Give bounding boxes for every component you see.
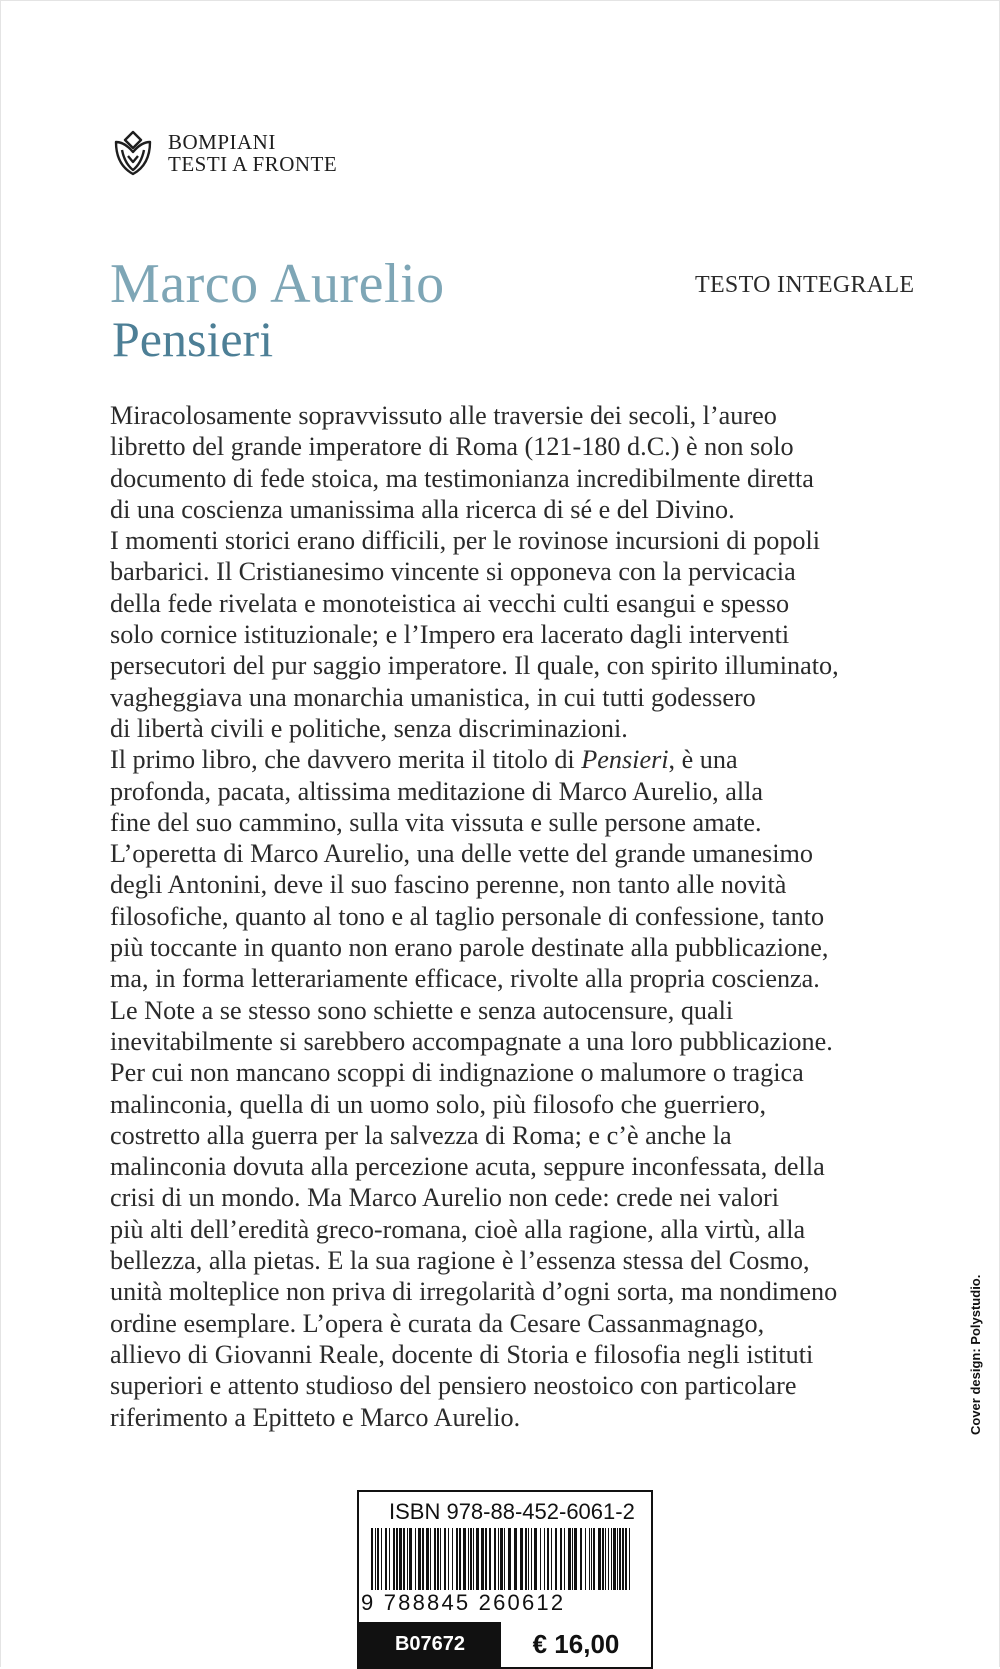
barcode-bar xyxy=(485,1528,487,1590)
barcode-bar xyxy=(463,1528,466,1590)
book-author: Marco Aurelio xyxy=(110,253,445,315)
barcode-bar xyxy=(426,1528,429,1590)
blurb-line: filosofiche, quanto al tono e al taglio personale di confessione, tanto xyxy=(110,901,825,931)
barcode-bar xyxy=(393,1528,395,1590)
bompiani-rose-logo-icon xyxy=(108,128,158,178)
barcode-bar xyxy=(403,1528,405,1590)
barcode-bar xyxy=(473,1528,474,1590)
book-title: Pensieri xyxy=(112,311,274,367)
barcode-bar xyxy=(572,1528,573,1590)
blurb-line: di una coscienza umanissima alla ricerca di sé e del Divino. xyxy=(110,494,735,524)
barcode-bar xyxy=(409,1528,412,1590)
barcode-bar xyxy=(568,1528,571,1590)
blurb-line: libretto del grande imperatore di Roma (121-180 d.C.) è non solo xyxy=(110,432,794,462)
barcode-bar xyxy=(574,1528,577,1590)
barcode-bar xyxy=(591,1528,592,1590)
blurb-line: malinconia, quella di un uomo solo, più filosofo che guerriero, xyxy=(110,1089,766,1119)
barcode-bar xyxy=(544,1528,545,1590)
barcode-bar xyxy=(407,1528,408,1590)
barcode-bar xyxy=(371,1528,373,1590)
barcode-bar xyxy=(611,1528,612,1590)
barcode-bar xyxy=(619,1528,621,1590)
blurb-line: vagheggiava una monarchia umanistica, in cui tutti godessero xyxy=(110,682,756,712)
blurb-line: I momenti storici erano difficili, per le rovinose incursioni di popoli xyxy=(110,526,821,556)
barcode-bar xyxy=(598,1528,601,1590)
barcode-bar xyxy=(625,1528,627,1590)
barcode-bar xyxy=(456,1528,458,1590)
barcode-bar xyxy=(498,1528,499,1590)
barcode-bar xyxy=(613,1528,616,1590)
blurb-line: documento di fede stoica, ma testimonianza incredibilmente diretta xyxy=(110,463,814,493)
barcode-bar xyxy=(396,1528,398,1590)
barcode-bar xyxy=(504,1528,505,1590)
barcode-bars xyxy=(371,1528,639,1590)
blurb-line: L’operetta di Marco Aurelio, una delle vette del grande umanesimo xyxy=(110,839,813,869)
blurb-line: più toccante in quanto non erano parole destinate alla pubblicazione, xyxy=(110,933,829,963)
barcode-bar xyxy=(430,1528,431,1590)
barcode-bar xyxy=(580,1528,582,1590)
barcode-bar xyxy=(377,1528,379,1590)
barcode-bar xyxy=(531,1528,532,1590)
barcode-bar xyxy=(622,1528,624,1590)
barcode-bar xyxy=(500,1528,503,1590)
barcode-panel xyxy=(357,1490,653,1669)
barcode-bar xyxy=(525,1528,527,1590)
barcode-bar xyxy=(585,1528,586,1590)
barcode-bar xyxy=(415,1528,416,1590)
publisher-logo xyxy=(108,128,337,178)
blurb-line: profonda, pacata, altissima meditazione di Marco Aurelio, alla xyxy=(110,776,763,806)
barcode-bar xyxy=(589,1528,590,1590)
barcode-bar xyxy=(508,1528,511,1590)
publisher-series: TESTI A FRONTE xyxy=(168,152,338,176)
blurb-line: superiori e attento studioso del pensiero neostoico con particolare xyxy=(110,1371,797,1401)
barcode-bar xyxy=(418,1528,421,1590)
barcode-bar xyxy=(534,1528,537,1590)
blurb-line: malinconia dovuta alla percezione acuta, seppure inconfessata, della xyxy=(110,1152,825,1182)
barcode-bar xyxy=(459,1528,461,1590)
barcode-bar xyxy=(593,1528,595,1590)
barcode-bar xyxy=(489,1528,491,1590)
barcode-bar xyxy=(617,1528,618,1590)
product-code: B07672 xyxy=(359,1622,501,1667)
barcode-bar xyxy=(381,1528,382,1590)
blurb-line: di libertà civili e politiche, senza discriminazioni. xyxy=(110,713,628,743)
barcode-bar xyxy=(520,1528,523,1590)
blurb-line: ma, in forma letterariamente efficace, rivolte alla propria coscienza. xyxy=(110,964,820,994)
blurb-line: fine del suo cammino, sulla vita vissuta e sulle persone amate. xyxy=(110,807,762,837)
cover-design-credit: Cover design: Polystudio. xyxy=(968,1274,983,1435)
blurb-line: barbarici. Il Cristianesimo vincente si opponeva con la pervicacia xyxy=(110,557,796,587)
blurb-line: unità molteplice non priva di irregolarità d’ogni sorta, ma nondimeno xyxy=(110,1277,838,1307)
edition-tag: TESTO INTEGRALE xyxy=(695,272,915,298)
barcode-bar xyxy=(399,1528,402,1590)
barcode-bar xyxy=(434,1528,436,1590)
back-cover-blurb xyxy=(110,400,930,1433)
barcode-bar xyxy=(551,1528,552,1590)
blurb-line: bellezza, alla pietas. E la sua ragione è l’essenza stessa del Cosmo, xyxy=(110,1246,810,1276)
blurb-line: crisi di un mondo. Ma Marco Aurelio non cede: crede nei valori xyxy=(110,1183,780,1213)
barcode-bar xyxy=(440,1528,441,1590)
barcode-bar xyxy=(605,1528,606,1590)
barcode-bar xyxy=(444,1528,446,1590)
barcode-bar xyxy=(494,1528,496,1590)
blurb-line: della fede rivelata e monoteistica ai vecchi culti esangui e spesso xyxy=(110,588,790,618)
barcode-bar xyxy=(476,1528,479,1590)
barcode-bar xyxy=(385,1528,387,1590)
barcode-bar xyxy=(608,1528,609,1590)
blurb-line: ordine esemplare. L’opera è curata da Cesare Cassanmagnago, xyxy=(110,1308,765,1338)
blurb-line: persecutori del pur saggio imperatore. Il quale, con spirito illuminato, xyxy=(110,651,839,681)
blurb-line: riferimento a Epitteto e Marco Aurelio. xyxy=(110,1402,521,1432)
barcode-bar xyxy=(452,1528,453,1590)
barcode-bar xyxy=(448,1528,449,1590)
barcode-bar xyxy=(540,1528,541,1590)
blurb-line: costretto alla guerra per la salvezza di Roma; e c’è anche la xyxy=(110,1120,732,1150)
barcode-bar xyxy=(564,1528,565,1590)
barcode-bar xyxy=(481,1528,484,1590)
barcode-bar xyxy=(555,1528,557,1590)
blurb-line: Il primo libro, che davvero merita il titolo di Pensieri, è una xyxy=(110,745,738,775)
barcode-bar xyxy=(389,1528,390,1590)
blurb-line: Le Note a se stesso sono schiette e senza autocensure, quali xyxy=(110,995,734,1025)
barcode-bar xyxy=(468,1528,469,1590)
blurb-line: solo cornice istituzionale; e l’Impero era lacerato dagli interventi xyxy=(110,620,790,650)
blurb-line: più alti dell’eredità greco-romana, cioè alla ragione, alla virtù, alla xyxy=(110,1214,806,1244)
barcode-bar xyxy=(375,1528,376,1590)
blurb-line: Miracolosamente sopravvissuto alle traversie dei secoli, l’aureo xyxy=(110,401,777,430)
publisher-name: BOMPIANI xyxy=(168,130,276,154)
barcode-bar xyxy=(422,1528,424,1590)
isbn-label: ISBN 978-88-452-6061-2 xyxy=(389,1499,635,1524)
blurb-line: allievo di Giovanni Reale, docente di Storia e filosofia negli istituti xyxy=(110,1339,814,1369)
barcode-bar xyxy=(547,1528,549,1590)
barcode-bar xyxy=(514,1528,517,1590)
blurb-line: inevitabilmente si sarebbero accompagnate a una loro pubblicazione. xyxy=(110,1026,833,1056)
barcode-bar xyxy=(437,1528,439,1590)
blurb-line: Per cui non mancano scoppi di indignazione o malumore o tragica xyxy=(110,1058,804,1088)
barcode-bar xyxy=(602,1528,604,1590)
barcode-bar xyxy=(629,1528,630,1590)
isbn-digits: 9 788845 260612 xyxy=(361,1590,566,1615)
blurb-line: degli Antonini, deve il suo fascino perenne, non tanto alle novità xyxy=(110,870,787,900)
barcode-bar xyxy=(560,1528,562,1590)
barcode-bar xyxy=(528,1528,529,1590)
barcode-bar xyxy=(470,1528,472,1590)
price: € 16,00 xyxy=(532,1629,620,1659)
